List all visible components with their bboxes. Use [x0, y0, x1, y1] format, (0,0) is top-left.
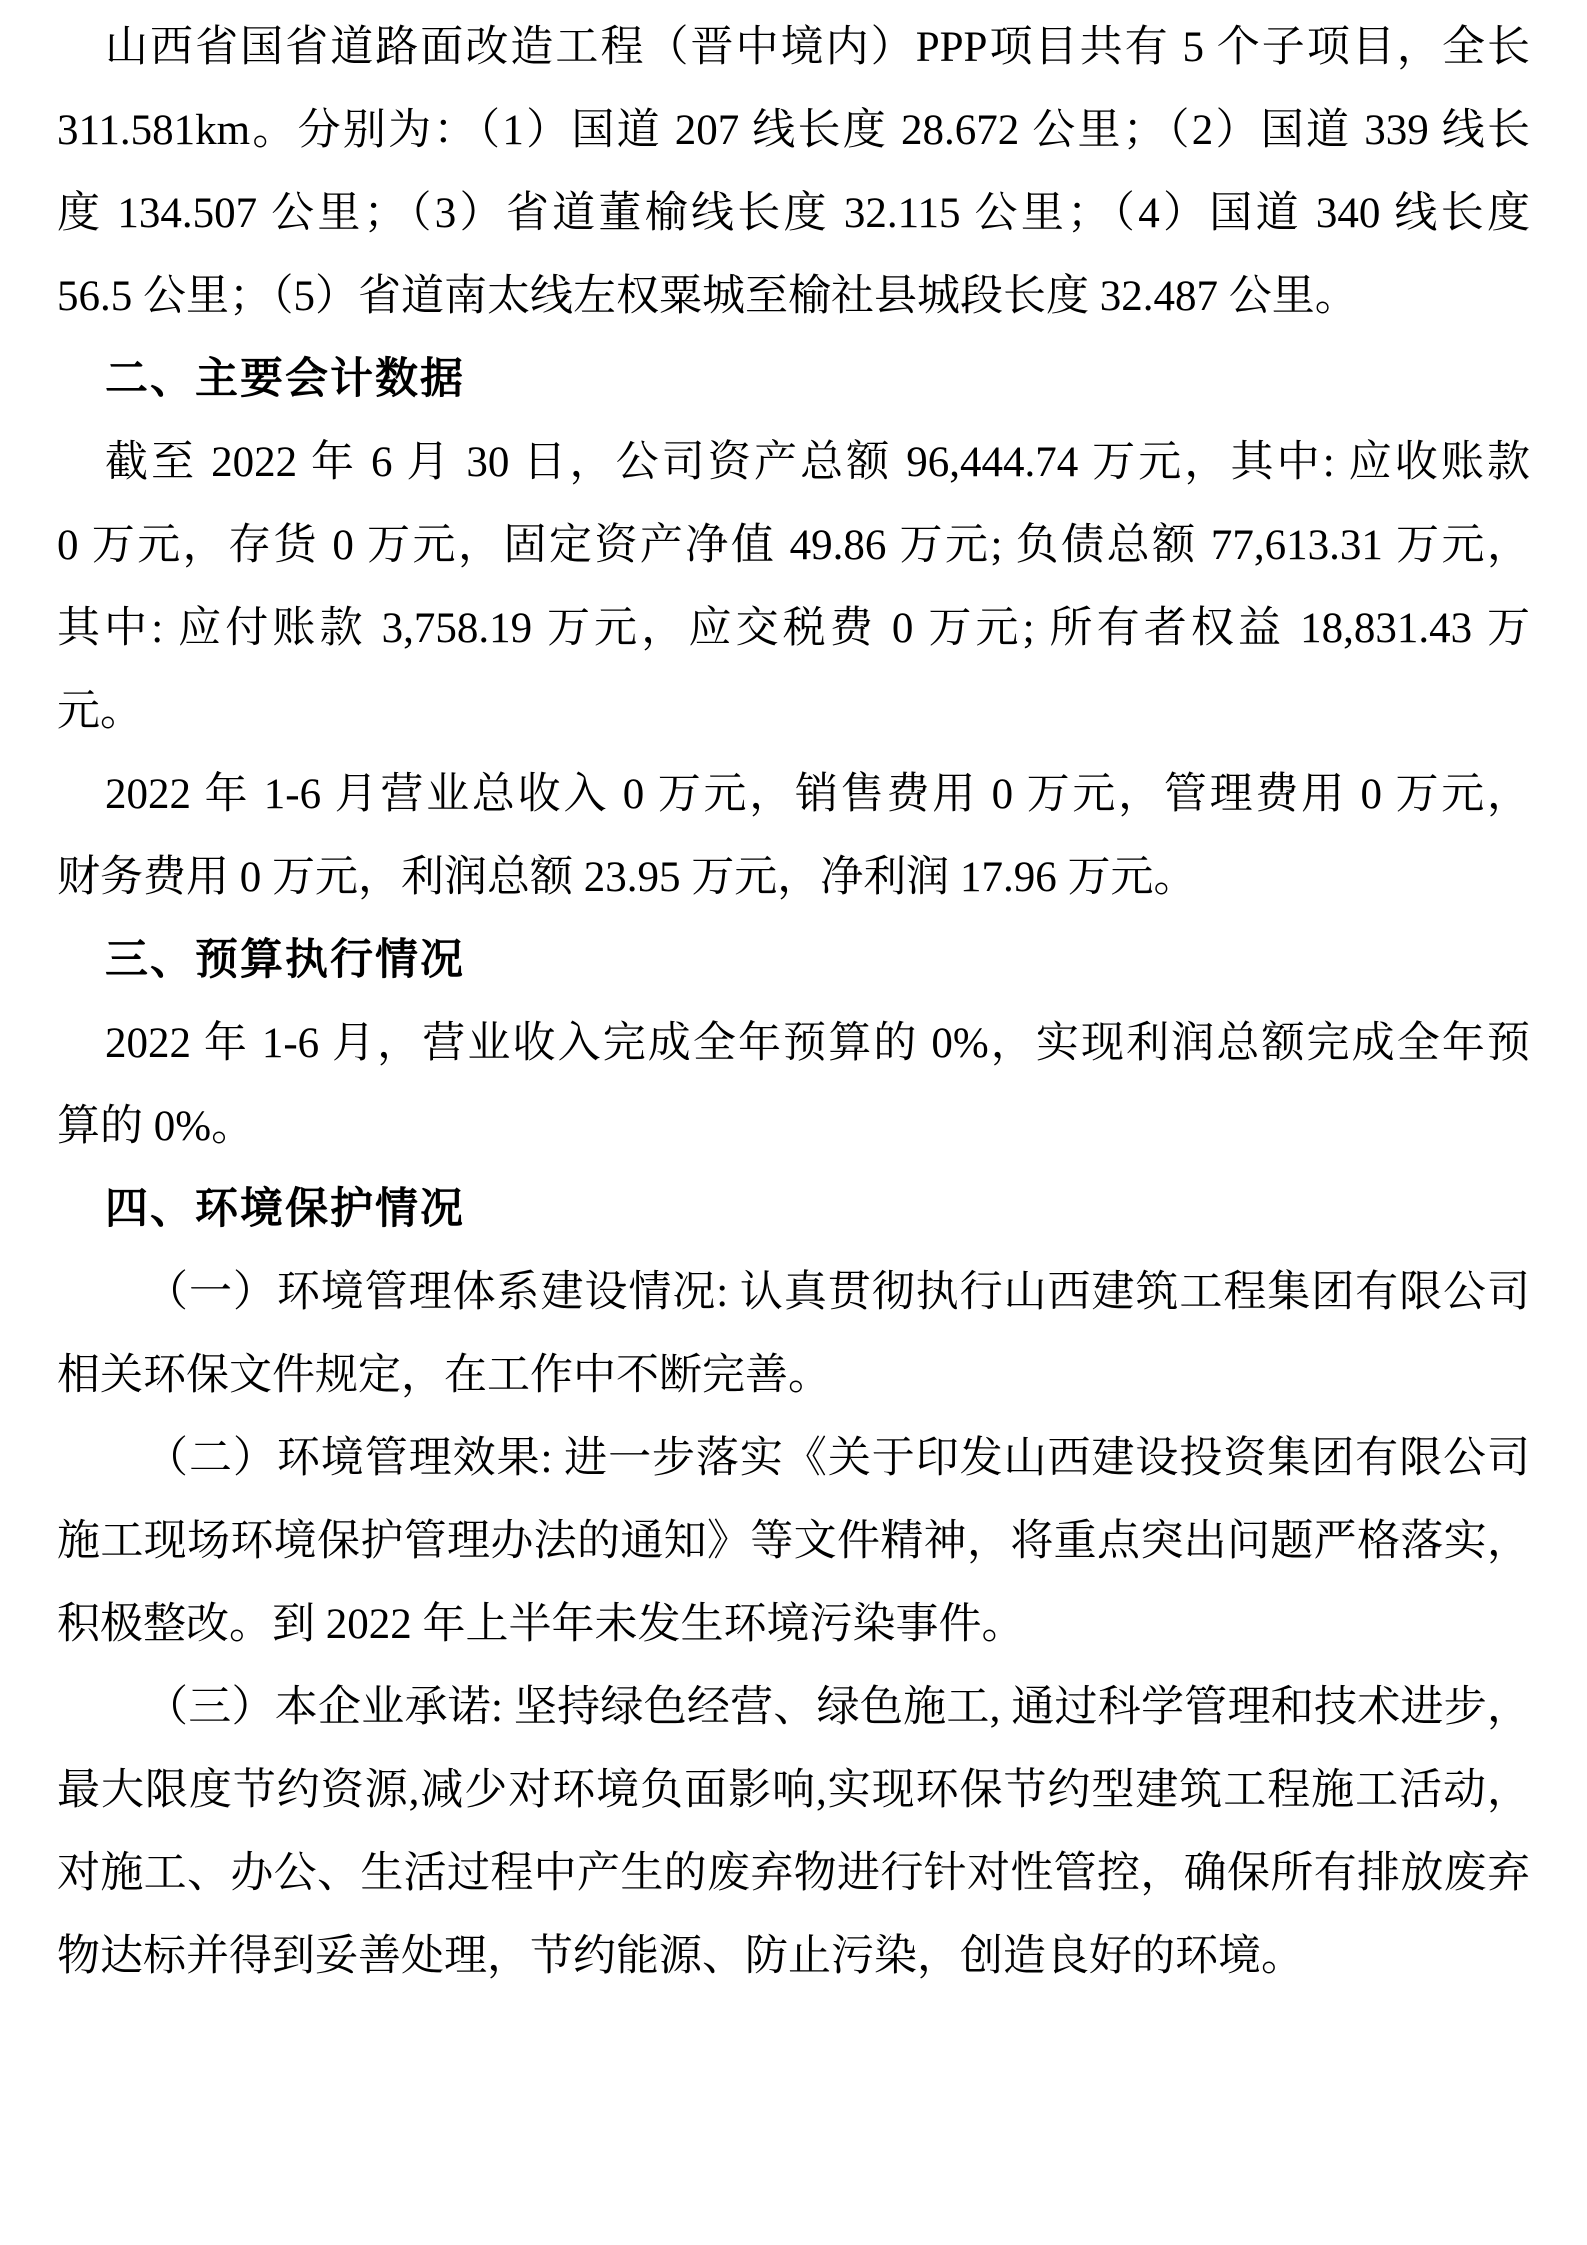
text-line: 2022 年 1-6 月，营业收入完成全年预算的 0%，实现利润总额完成全年预: [105, 1020, 1530, 1067]
text-line: 施工现场环境保护管理办法的通知》等文件精神，将重点突出问题严格落实，: [57, 1518, 1530, 1565]
text-line: （二）环境管理效果: 进一步落实《关于印发山西建设投资集团有限公司: [145, 1435, 1530, 1482]
section-heading-environmental-protection: 四、环境保护情况: [105, 1185, 465, 1233]
text-line: 度 134.507 公里；（3）省道董榆线长度 32.115 公里；（4）国道 340 线长度: [57, 190, 1530, 237]
text-line: 311.581km。分别为：（1）国道 207 线长度 28.672 公里；（2）国道 339 线长: [57, 107, 1530, 154]
text-line: 对施工、办公、生活过程中产生的废弃物进行针对性管控，确保所有排放废弃: [57, 1850, 1530, 1897]
text-line: 相关环保文件规定，在工作中不断完善。: [57, 1352, 831, 1399]
text-line: 积极整改。到 2022 年上半年未发生环境污染事件。: [57, 1601, 1025, 1648]
text-line: 山西省国省道路面改造工程（晋中境内）PPP项目共有 5 个子项目，全长: [105, 24, 1530, 71]
text-line: 0 万元，存货 0 万元，固定资产净值 49.86 万元; 负债总额 77,613.31 万元，: [57, 522, 1530, 569]
text-line: 56.5 公里；（5）省道南太线左权粟城至榆社县城段长度 32.487 公里。: [57, 273, 1358, 320]
text-line: 算的 0%。: [57, 1103, 255, 1150]
text-line: 财务费用 0 万元，利润总额 23.95 万元，净利润 17.96 万元。: [57, 854, 1197, 901]
text-line: 其中: 应付账款 3,758.19 万元，应交税费 0 万元; 所有者权益 18,831.43 万: [57, 605, 1530, 652]
text-line: 截至 2022 年 6 月 30 日，公司资产总额 96,444.74 万元，其中: 应收账款: [105, 439, 1530, 486]
text-line: （三）本企业承诺: 坚持绿色经营、绿色施工, 通过科学管理和技术进步，: [145, 1684, 1530, 1731]
section-heading-budget-execution: 三、预算执行情况: [105, 936, 465, 984]
text-line: 最大限度节约资源,减少对环境负面影响,实现环保节约型建筑工程施工活动，: [57, 1767, 1530, 1814]
text-line: （一）环境管理体系建设情况: 认真贯彻执行山西建筑工程集团有限公司: [145, 1269, 1530, 1316]
section-heading-accounting-data: 二、主要会计数据: [105, 355, 465, 403]
text-line: 元。: [57, 688, 143, 735]
text-line: 2022 年 1-6 月营业总收入 0 万元，销售费用 0 万元，管理费用 0 万元，: [105, 771, 1530, 818]
text-line: 物达标并得到妥善处理，节约能源、防止污染，创造良好的环境。: [57, 1933, 1304, 1980]
